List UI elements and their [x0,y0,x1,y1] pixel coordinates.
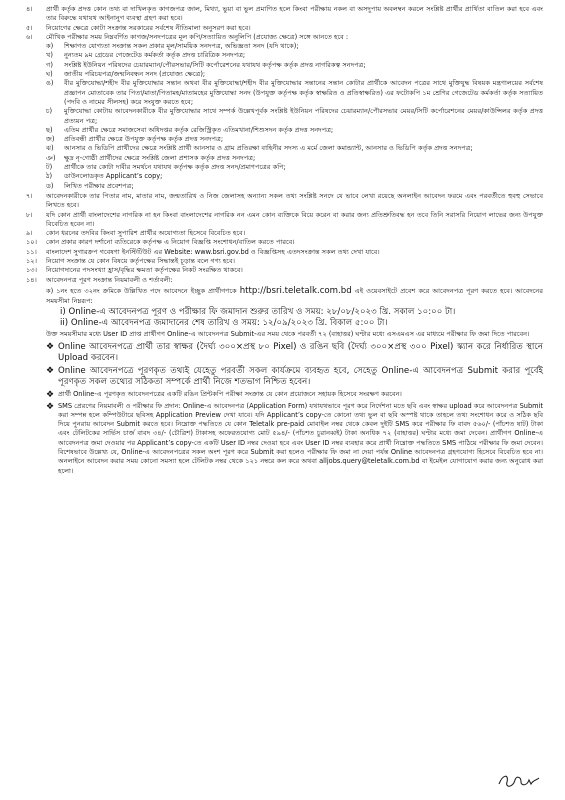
bullet-text: প্রার্থী Online-এ পূরণকৃত আবেদনপত্রের একটি রঙিন প্রিন্টকপি পরীক্ষা সংক্রান্ত যে কোন প্রয়োজনে সহায়ক হিসেবে সংরক্ষণ করবেন। [58,389,402,398]
clause-text: যদি কোন প্রার্থী বাংলাদেশের নাগরিক না হন কিংবা বাংলাদেশের নাগরিক নন এমন কোন ব্যক্তিকে বিয়ে করেন বা করার জন্য প্রতিশ্রুতিবদ্ধ হন তবে তিনি সরাসরি নিয়োগ লাভের জন্য উপযুক্ত বিবেচিত হবেন না। [46,210,543,228]
clause-14 [26,276,543,285]
clause-text: কোন প্রকার কারণ দর্শানো ব্যতিরেকে কর্তৃপক্ষ এ নিয়োগ বিজ্ঞপ্তি সংশোধন/বাতিল করতে পারবে। [46,238,295,247]
sub-item [46,182,543,191]
clause-text: মৌখিক পরীক্ষার সময় নিম্নবর্ণিত কাগজ/সনদপত্রের মূল কপি/সত্যায়িত অনুলিপি (প্রযোজ্য ক্ষেত্রে) সঙ্গে আনতে হবে : [46,32,349,41]
clause-text: আবেদনপত্র পূরণ সংক্রান্ত নিয়মাবলী ও শর্তাবলী: [46,275,173,284]
sub-label: গ) [46,60,53,69]
sub-label: চ) [46,107,53,116]
sub-text: আনসার ও ভিডিপি প্রার্থীদের ক্ষেত্রে সংশ্লিষ্ট প্রার্থী আনসার ও গ্রাম প্রতিরক্ষা বাহিনীর সদস্য এ মর্মে জেলা কমান্ড্যান্ট, আনসার ও ভিডিপি কর্তৃক প্রদত্ত সনদপত্র; [64,144,473,153]
apply-intro-text: ক) ১নং হতে ৩২নং ক্রমিকে উল্লিখিত পদে আবেদনে ইচ্ছুক প্রার্থীগণকে [46,286,237,295]
clause-text: কোন ধরনের তদবির কিংবা সুপারিশ প্রার্থীর অযোগ্যতা হিসেবে বিবেচিত হবে। [46,229,246,238]
signature-image [497,770,541,792]
clause-text: নিয়োগ সংক্রান্ত যে কোন বিষয়ে কর্তৃপক্ষের সিদ্ধান্তই চূড়ান্ত বলে গণ্য হবে। [46,257,235,266]
sub-label: ট) [46,163,53,172]
diamond-bullet-icon: ❖ [46,389,55,400]
sub-item [46,107,543,126]
sub-label: ঘ) [46,70,53,79]
sub-item [46,79,543,107]
apply-note: উক্ত সময়সীমার মধ্যে User ID প্রাপ্ত প্রার্থীগণ Online-এ আবেদনপত্র Submit-এর সময় থেকে পরবর্তী ৭২ (বাহাত্তর) ঘণ্টার মধ্যে এসএমএস এর মাধ্যমে পরীক্ষার ফি জমা দিতে পারবেন। [46,330,530,339]
clause-6-sublist [46,42,543,191]
clause-11 [26,248,543,257]
apply-intro-text-2: এই ওয়েবসাইটে প্রবেশ করে আবেদনপত্র পূরণ করতে হবে। আবেদনের সময়সীমা নিম্নরূপ: [46,286,543,305]
sub-text: ডাউনলোডকৃত Applicant’s copy; [64,172,163,181]
sub-label: ছ) [46,125,53,134]
sub-text: শিক্ষাগত যোগ্যতা সংক্রান্ত সকল প্রকার মূল/সাময়িক সনদপত্র, অভিজ্ঞতা সনদ (যদি থাকে); [64,42,299,51]
items-block-2 [26,192,543,285]
sub-text: নুন্যতম ৯ম গ্রেডের গেজেটেড কর্মকর্তা কর্তৃক প্রদত্ত চারিত্রিক সনদপত্র; [64,51,246,60]
clause-number: ৮। [26,210,33,219]
sub-label: ঙ) [46,79,54,88]
clause-13 [26,266,543,275]
apply-end-time: ii) Online-এ আবেদনপত্র জমাদানের শেষ তারিখ ও সময়: ১২/০৯/২০২৩ খ্রি. বিকাল ৫:০০ টা। [60,318,388,329]
clause-10 [26,238,543,247]
clause-5 [26,24,543,33]
sub-label: জ) [46,135,55,144]
sub-text: প্রার্থীকে তার কোটা দাবীর সমর্থনে যথাযথ কর্তৃপক্ষ কর্তৃক প্রদত্ত সনদ/প্রমাণপত্রের কপি; [64,163,286,172]
bullet-item [46,366,543,388]
sub-item [46,154,543,163]
sub-text: সংশ্লিষ্ট ইউনিয়ন পরিষদের চেয়ারম্যান/পৌরসভার/সিটি কর্পোরেশনের যথাযথ কর্তৃপক্ষ কর্তৃক প্রদত্ত নাগরিকত্ব সনদপত্র; [64,60,366,69]
sub-text: বীর মুক্তিযোদ্ধা/শহীদ বীর মুক্তিযোদ্ধার সন্তান অথবা বীর মুক্তিযোদ্ধা/শহীদ বীর মুক্তিযোদ্ধার সন্তানের সন্তান কোটার প্রার্থীকে আবেদন পত্রের সাথে মুক্তিযুদ্ধ বিষয়ক মন্ত্রণালয়ের সর্বশেষ প্রজ্ঞাপন মোতাবেক তার পিতা/মাতা/পিতামহ/মাতামহের মুক্তিযোদ্ধা সনদ (উপযুক্ত কর্তৃপক্ষ কর্তৃক স্বাক্ষরিত ও প্রতিস্বাক্ষরিত) এর ফটোকপি ১ম শ্রেণির গেজেটেড কর্মকর্তা কর্তৃক সত্যায়িত (পদবি ও নামের সীলসহ) করে সংযুক্ত করতে হবে; [64,79,543,106]
clause-12 [26,257,543,266]
apply-start-time: i) Online-এ আবেদনপত্র পূরণ ও পরীক্ষার ফি জমাদান শুরুর তারিখ ও সময়: ২৮/০৮/২০২৩ খ্রি. সকাল ১০:০০ টা। [60,307,456,318]
sub-text: জাতীয় পরিচয়পত্র/জন্মনিবন্ধন সনদ (প্রযোজ্য ক্ষেত্রে); [64,70,206,79]
sub-item [46,51,543,60]
sub-item [46,70,543,79]
bullet-item [46,402,543,476]
clause-number: ১১। [26,247,37,256]
sub-label: ড) [46,181,54,190]
clause-number: ১৪। [26,275,37,284]
clause-number: ৭। [26,191,33,200]
sub-text: মুক্তিযোদ্ধা কোটায় আবেদনকারীকে বীর মুক্তিযোদ্ধার সাথে সম্পর্ক উল্লেখপূর্বক সংশ্লিষ্ট ইউনিয়ন পরিষদের চেয়ারম্যান/পৌরসভার মেয়র/সিটি কর্পোরেশনের মেয়র/কাউন্সিলর কর্তৃক প্রদত্ত প্রত্যয়ন পত্র; [64,107,543,125]
sub-item [46,172,543,181]
bullet-text: SMS প্রেরণের নিয়মাবলী ও পরীক্ষার ফি প্রদান: Online-এ আবেদনপত্র (Application Form) যথাযথভাবে পূরণ করে নির্দেশনা মতে ছবি এবং স্বাক্ষর upload করে আবেদনপত্র Submit করা সম্পন্ন হলে কম্পিউটারে ছবিসহ Application Preview দেখা যাবে। যদি Applicant’s copy-তে কোনো তথ্য ভুল বা ছবি অস্পষ্ট থাকে তাহলে তথ্য সংশোধন করে ও সঠিক ছবি দিয়ে পুনরায় আবেদন Submit করতে হবে। নিম্নোক্ত পদ্ধতিতে যে কোন Teletalk pre-paid মোবাইল নম্বর থেকে কেবল দুইটি SMS করে পরীক্ষার ফি বাবদ ৫৬০/- (পাঁচশত ষাট) টাকা এবং টেলিটকের সার্ভিস চার্জ বাবদ ৩৪/- (চৌত্রিশ) টাকাসহ অফেরতযোগ্য মোট ৫৯৪/- (পাঁচশত চুরানব্বই) টাকা অনধিক ৭২ (বাহাত্তর) ঘণ্টার মধ্যে জমা দেবেন। প্রার্থীগণ Online-এ আবেদনপত্র জমা দেওয়ার পর Applicant’s copy-তে একটি User ID নম্বর দেওয়া হবে এবং User ID নম্বর ব্যবহার করে প্রার্থী নিম্নোক্ত পদ্ধতিতে SMS পাঠিয়ে পরীক্ষার ফি জমা দেবেন। বিশেষভাবে উল্লেখ্য যে, Online-এ আবেদনপত্রের সকল অংশ পূরণ করে Submit করা হলেও পরীক্ষার ফি জমা না দেয়া পর্যন্ত Online আবেদনপত্র গ্রহণযোগ্য হিসেবে বিবেচিত হবে না। অনলাইনে আবেদন করার সময় কোনো সমস্যা হলে টেলিটক নম্বর থেকে ১২১ নম্বরে কল করে অথবা alljobs.query@teletalk.com.bd বা ইমেইল যোগাযোগ করার জন্য অনুরোধ করা হলো। [58,401,543,475]
sub-label: ঞ) [46,153,56,162]
bullet-text: Online আবেদনপত্রে পূরণকৃত তথ্যই যেহেতু পরবর্তী সকল কার্যক্রমে ব্যবহৃত হবে, সেহেতু Online-এ আবেদনপত্র Submit করার পূর্বেই পূরণকৃত সকল তথ্যের সঠিকতা সম্পর্কে প্রার্থী নিজে শতভাগ নিশ্চিত হবেন। [58,365,543,387]
sub-item [46,126,543,135]
clause-number: ৪। [26,5,33,13]
apply-website-link[interactable]: http://bsri.teletalk.com.bd [239,285,352,296]
clause-text: নিয়োগদানের পদসংখ্যা হ্রাস/বৃদ্ধির ক্ষমতা কর্তৃপক্ষের নিকট সংরক্ষিত থাকবে। [46,266,243,275]
sub-text: লিখিত পরীক্ষার প্রবেশপত্র; [64,181,134,190]
application-rules [46,286,543,340]
clause-text: আবেদনকারীকে তার পিতার নাম, মাতার নাম, জন্মতারিখ ও নিজ জেলাসহ অন্যান্য সকল তথ্য সংশ্লিষ্ট সনদে যে ভাবে লেখা রয়েছে অনলাইন আবেদন ফরমে এবং পরবর্তীতে হুবহু সেভাবে লিখতে হবে। [46,191,543,210]
sub-item [46,144,543,153]
sub-label: ঠ) [46,172,53,181]
sub-label: ক) [46,42,54,51]
sub-text: প্রতিবন্ধী প্রার্থীর ক্ষেত্রে উপযুক্ত কর্তৃপক্ষ কর্তৃক প্রদত্ত সনদপত্র; [64,135,224,144]
diamond-bullet-icon: ❖ [46,401,55,412]
clause-number: ১২। [26,257,37,266]
sub-item [46,163,543,172]
apply-intro [46,286,543,306]
clause-8 [26,211,543,230]
diamond-bullet-icon: ❖ [46,341,55,352]
clause-text: নিয়োগের ক্ষেত্রে কোটা সংক্রান্ত সরকারের সর্বশেষ নীতিমালা অনুসরণ করা হবে। [46,23,251,32]
clause-4 [26,5,543,24]
clause-text: প্রার্থী কর্তৃক প্রদত্ত কোন তথ্য বা দাখিলকৃত কাগজপত্র জাল, মিথ্যা, ভুয়া বা ভুল প্রমাণিত হলে কিংবা পরীক্ষায় নকল বা অসদুপায় অবলম্বন করলে সংশ্লিষ্ট প্রার্থীর প্রার্থিতা বাতিল করা হবে এবং তার বিরুদ্ধে যথাযথ আইনানুগ ব্যবস্থা গ্রহণ করা হবে। [46,5,543,23]
sub-item [46,61,543,70]
sub-label: ঝ) [46,144,54,153]
sub-text: ক্ষুদ্র নৃ-গোষ্ঠী প্রার্থীদের ক্ষেত্রে সংশ্লিষ্ট জেলা প্রশাসক কর্তৃক প্রদত্ত সনদপত্র; [64,153,256,162]
sub-label: খ) [46,51,53,60]
bullet-item [46,342,543,364]
diamond-bullet-icon: ❖ [46,365,55,376]
bullet-list [46,342,543,476]
clause-number: ১৩। [26,266,37,275]
clause-7 [26,192,543,211]
clause-text: বাংলাদেশ সুগারক্রপ গবেষণা ইনস্টিটিউট এর Website: www.bsri.gov.bd ও বিজ্ঞপ্তিসহ এতদসংক্রান্ত সকল তথ্য দেখা যাবে। [46,247,380,256]
bullet-item [46,390,543,400]
clause-number: ৫। [26,23,33,32]
clause-9 [26,229,543,238]
clause-number: ৯। [26,229,33,238]
clause-6 [26,33,543,42]
clause-number: ৬। [26,32,33,41]
bullet-text: Online আবেদনপত্রে প্রার্থী তার স্বাক্ষর (দৈর্ঘ্য ৩০০×প্রস্থ ৮০ Pixel) ও রঙিন ছবি (দৈর্ঘ্য ৩০০×প্রস্থ ৩০০ Pixel) স্ক্যান করে নির্ধারিত স্থানে Upload করবেন। [58,341,543,363]
items-block-1 [26,5,543,42]
clause-number: ১০। [26,238,37,247]
sub-text: এতিম প্রার্থীর ক্ষেত্রে সমাজসেবা অধিদপ্তর কর্তৃক রেজিস্ট্রিকৃত এতিমখানা/শিশুসদন কর্তৃক প্রদত্ত সনদপত্র; [64,125,334,134]
